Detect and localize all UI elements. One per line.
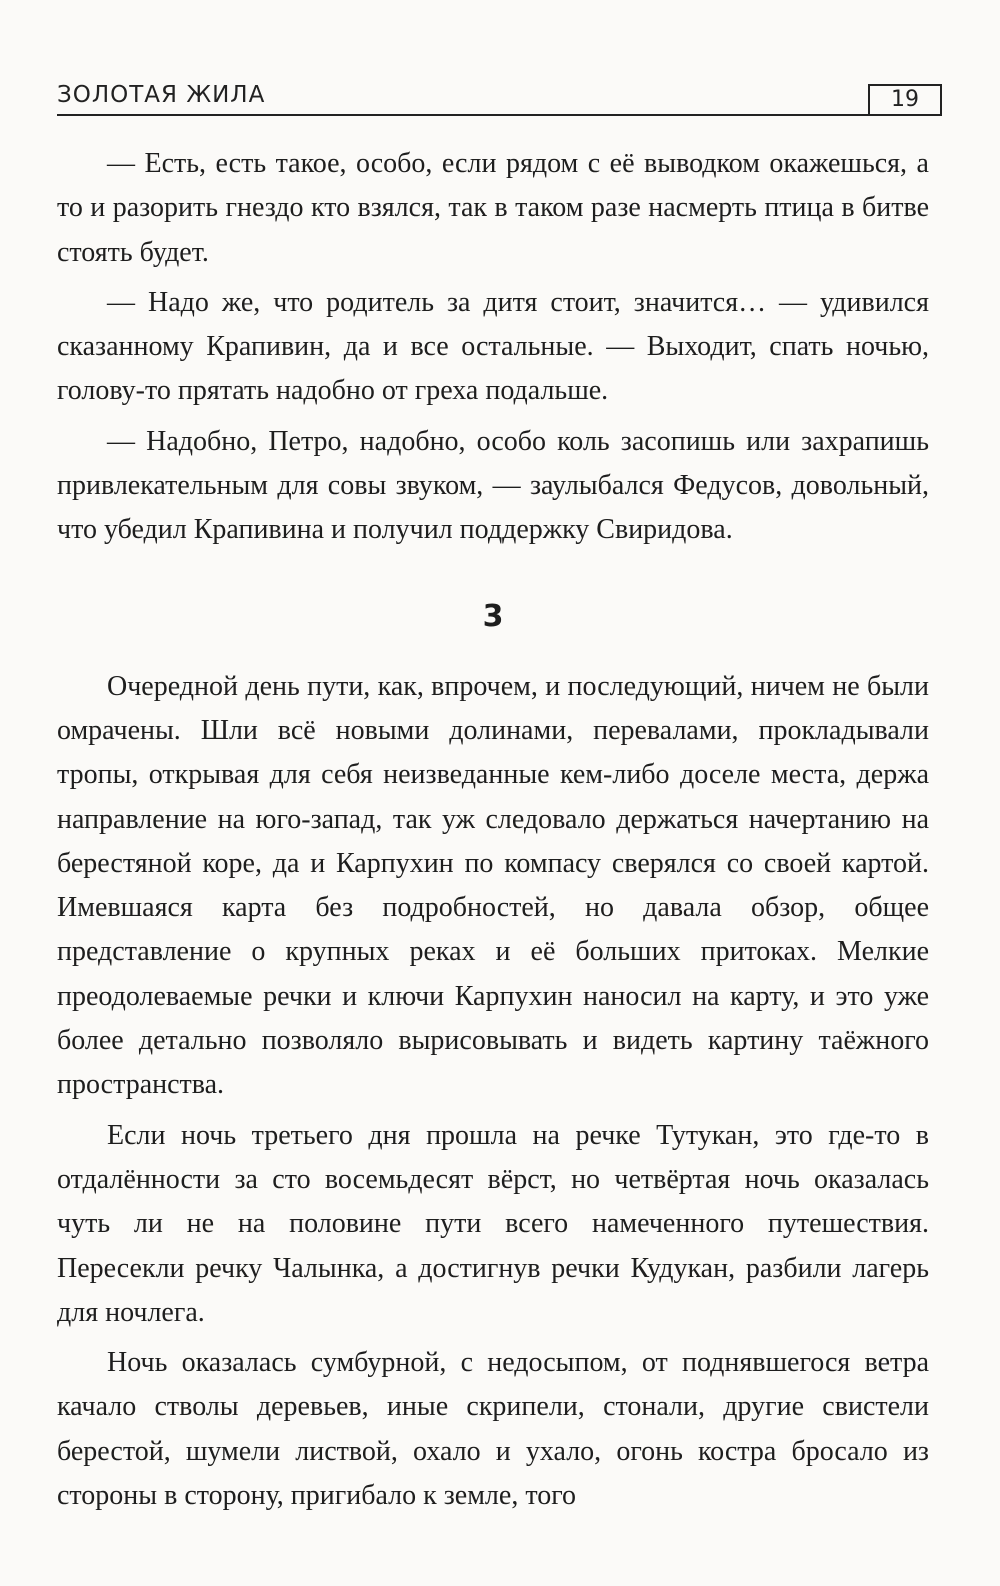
- running-header: [57, 80, 942, 116]
- paragraph: — Есть, есть такое, особо, если рядом с её выводком окажешься, а то и разорить гнездо кто взялся, так в таком разе насмерть птица в битве стоять будет.: [57, 148, 929, 268]
- page-body: [57, 142, 929, 1524]
- page-number: 19: [868, 84, 942, 114]
- chapter-heading: 3: [482, 598, 504, 634]
- paragraph: — Надобно, Петро, надобно, особо коль засопишь или захрапишь привлекательным для совы звуком, — заулыбался Федусов, довольный, что убедил Крапивина и получил поддержку Свиридова.: [57, 425, 929, 546]
- paragraph: — Надо же, что родитель за дитя стоит, значится… — удивился сказанному Крапивин, да и все остальные. — Выходит, спать ночью, голову-то прятать надобно от греха подальше.: [57, 286, 929, 407]
- paragraph: Ночь оказалась сумбурной, с недосыпом, от поднявшегося ветра качало стволы деревьев, иные скрипели, стонали, другие свистели берестой, шумели листвой, охало и ухало, огонь костра бросало из стороны в сторону, пригибало к земле, того: [57, 1347, 929, 1512]
- paragraph: Очередной день пути, как, впрочем, и последующий, ничем не были омрачены. Шли всё новыми долинами, перевалами, прокладывали тропы, открывая для себя неизведанные кем-либо доселе места, держа направление на юго-запад, так уж следовало держаться начертанию на берестяной коре, да и Карпухин по компасу сверялся со своей картой. Имевшаяся карта без подробностей, но давала обзор, общее представление о крупных реках и её больших притоках. Мелкие преодолеваемые речки и ключи Карпухин наносил на карту, и это уже более детально позволяло вырисовывать и видеть картину таёжного пространства.: [57, 670, 929, 1101]
- running-title: ЗОЛОТАЯ ЖИЛА: [57, 82, 266, 108]
- header-rule: [57, 114, 942, 116]
- paragraph: Если ночь третьего дня прошла на речке Тутукан, это где-то в отдалённости за сто восемьдесят вёрст, но четвёртая ночь оказалась чуть ли не на половине пути всего намеченного путешествия. Пересекли речку Чалынка, а достигнув речки Кудукан, разбили лагерь для ночлега.: [57, 1119, 929, 1328]
